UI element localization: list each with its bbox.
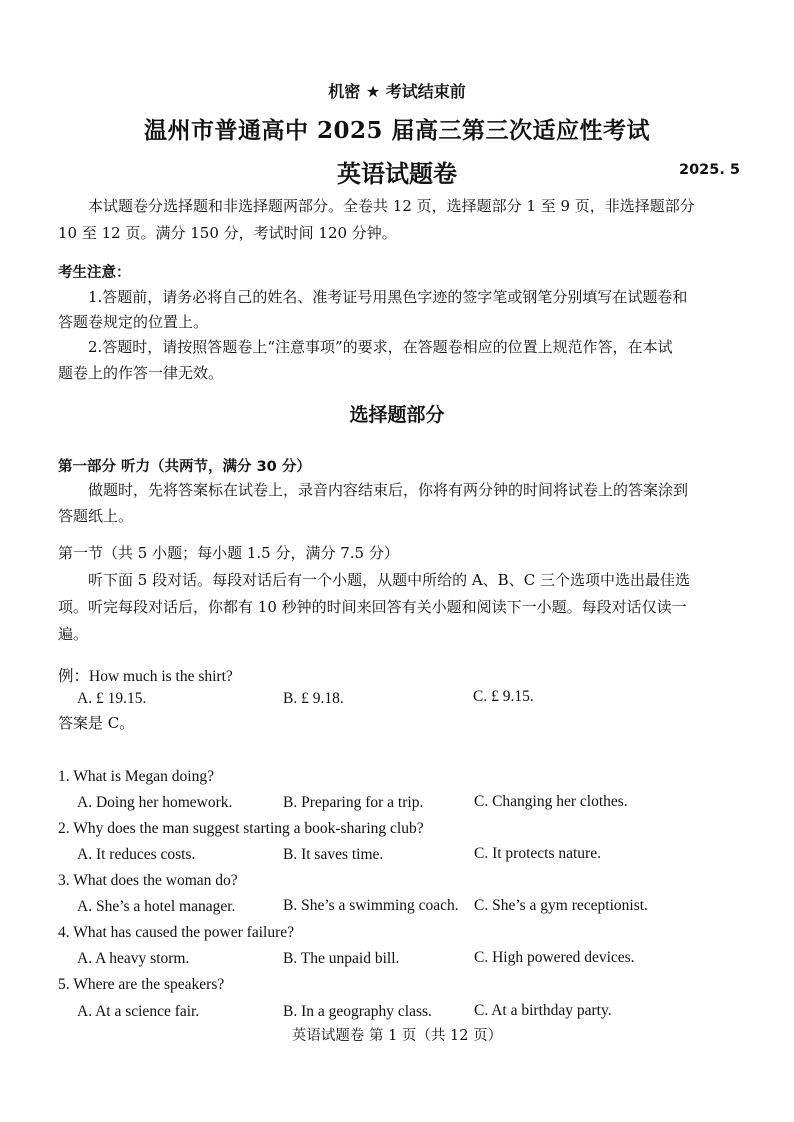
question-option-a: A. It reduces costs. <box>77 846 196 863</box>
section-title: 选择题部分 <box>349 404 445 426</box>
part1-instructions-line-1: 做题时，先将答案标在试卷上，录音内容结束后，你将有两分钟的时间将试卷上的答案涂到 <box>88 481 689 499</box>
question-stem: 2. Why does the man suggest starting a book-sharing club? <box>58 820 424 837</box>
notice-heading: 考生注意： <box>58 265 131 281</box>
question-option-b: B. It saves time. <box>283 846 384 863</box>
example-option-b: B. £ 9.18. <box>283 690 344 707</box>
confidential-label: 机密 ★ 考试结束前 <box>328 82 466 101</box>
exam-title: 温州市普通高中 2025 届高三第三次适应性考试 <box>143 117 651 144</box>
intro-line-2: 10 至 12 页。满分 150 分，考试时间 120 分钟。 <box>58 224 397 242</box>
question-option-a: A. Doing her homework. <box>77 794 233 811</box>
notice-item-2-line-2: 题卷上的作答一律无效。 <box>58 364 224 382</box>
part1-instructions-line-2: 答题纸上。 <box>58 507 134 525</box>
question-option-b: B. In a geography class. <box>283 1003 432 1020</box>
question-stem: 1. What is Megan doing? <box>58 768 214 785</box>
example-option-a: A. £ 19.15. <box>77 690 147 707</box>
exam-date: 2025. 5 <box>679 162 741 178</box>
section1-instructions-line-3: 遍。 <box>58 625 89 643</box>
question-option-a: A. She’s a hotel manager. <box>77 898 236 915</box>
question-option-a: A. At a science fair. <box>77 1003 200 1020</box>
question-stem: 4. What has caused the power failure? <box>58 924 294 941</box>
question-option-c: C. It protects nature. <box>474 845 601 862</box>
section1-instructions-line-2: 项。听完每段对话后，你都有 10 秒钟的时间来回答有关小题和阅读下一小题。每段对话仅读一 <box>58 598 687 616</box>
paper-title: 英语试题卷 <box>337 159 457 188</box>
question-stem: 3. What does the woman do? <box>58 872 238 889</box>
notice-item-1-line-1: 1.答题前，请务必将自己的姓名、准考证号用黑色字迹的签字笔或钢笔分别填写在试题卷和 <box>88 288 688 306</box>
section1-heading: 第一节（共 5 小题；每小题 1.5 分，满分 7.5 分） <box>58 544 399 562</box>
question-option-b: B. Preparing for a trip. <box>283 794 424 811</box>
page-footer: 英语试题卷 第 1 页（共 12 页） <box>291 1028 503 1044</box>
question-stem: 5. Where are the speakers? <box>58 976 225 993</box>
example-option-c: C. £ 9.15. <box>473 688 534 705</box>
question-option-c: C. Changing her clothes. <box>474 793 628 810</box>
question-option-c: C. High powered devices. <box>474 949 635 966</box>
example-answer: 答案是 C。 <box>58 714 135 732</box>
notice-item-2-line-1: 2.答题时，请按照答题卷上“注意事项”的要求，在答题卷相应的位置上规范作答，在本试 <box>88 338 673 356</box>
example-question: 例：How much is the shirt? <box>58 668 233 685</box>
question-option-b: B. She’s a swimming coach. <box>283 897 459 914</box>
question-option-c: C. At a birthday party. <box>474 1002 612 1019</box>
notice-item-1-line-2: 答题卷规定的位置上。 <box>58 313 209 331</box>
part1-heading: 第一部分 听力（共两节，满分 30 分） <box>58 459 311 475</box>
question-option-a: A. A heavy storm. <box>77 950 190 967</box>
question-option-c: C. She’s a gym receptionist. <box>474 897 648 914</box>
section1-instructions-line-1: 听下面 5 段对话。每段对话后有一个小题，从题中所给的 A、B、C 三个选项中选出最佳选 <box>88 571 690 589</box>
question-option-b: B. The unpaid bill. <box>283 950 400 967</box>
intro-line-1: 本试题卷分选择题和非选择题两部分。全卷共 12 页，选择题部分 1 至 9 页，非选择题部分 <box>88 197 695 215</box>
